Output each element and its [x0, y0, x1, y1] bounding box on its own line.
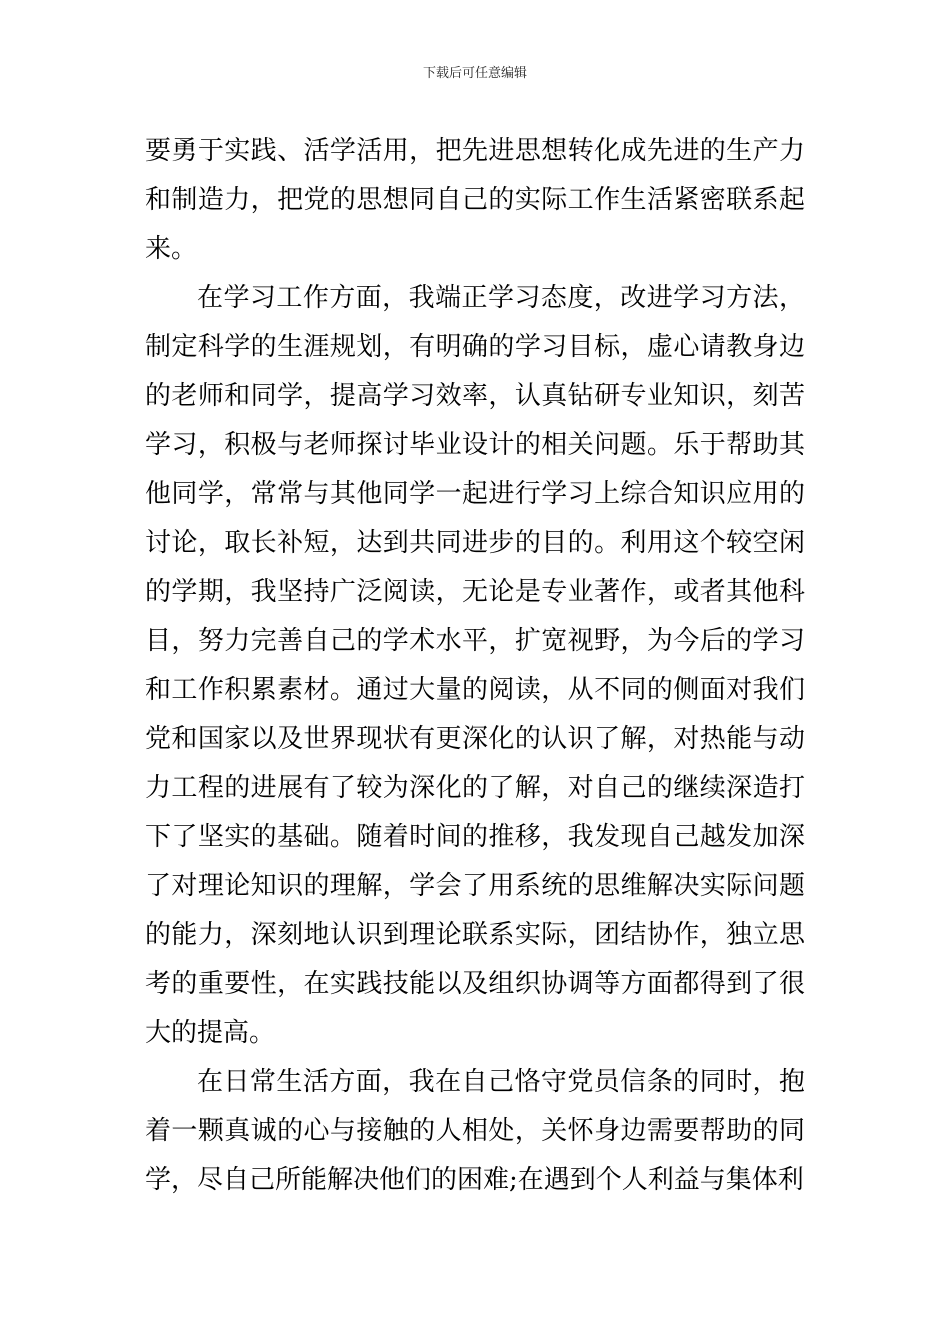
- paragraph: 在日常生活方面，我在自己恪守党员信条的同时，抱着一颗真诚的心与接触的人相处，关怀身边需要帮助的同学，尽自己所能解决他们的困难;在遇到个人利益与集体利: [145, 1067, 805, 1195]
- document-body: [145, 127, 805, 1205]
- paragraph: 要勇于实践、活学活用，把先进思想转化成先进的生产力和制造力，把党的思想同自己的实际工作生活紧密联系起来。: [145, 136, 805, 264]
- paragraph: 在学习工作方面，我端正学习态度，改进学习方法，制定科学的生涯规划，有明确的学习目标，虚心请教身边的老师和同学，提高学习效率，认真钻研专业知识，刻苦学习，积极与老师探讨毕业设计的相关问题。乐于帮助其他同学，常常与其他同学一起进行学习上综合知识应用的讨论，取长补短，达到共同进步的目的。利用这个较空闲的学期，我坚持广泛阅读，无论是专业著作，或者其他科目，努力完善自己的学术水平，扩宽视野，为今后的学习和工作积累素材。通过大量的阅读，从不同的侧面对我们党和国家以及世界现状有更深化的认识了解，对热能与动力工程的进展有了较为深化的了解，对自己的继续深造打下了坚实的基础。随着时间的推移，我发现自己越发加深了对理论知识的理解，学会了用系统的思维解决实际问题的能力，深刻地认识到理论联系实际，团结协作，独立思考的重要性，在实践技能以及组织协调等方面都得到了很大的提高。: [145, 283, 805, 1048]
- header-note: 下载后可任意编辑: [422, 66, 527, 81]
